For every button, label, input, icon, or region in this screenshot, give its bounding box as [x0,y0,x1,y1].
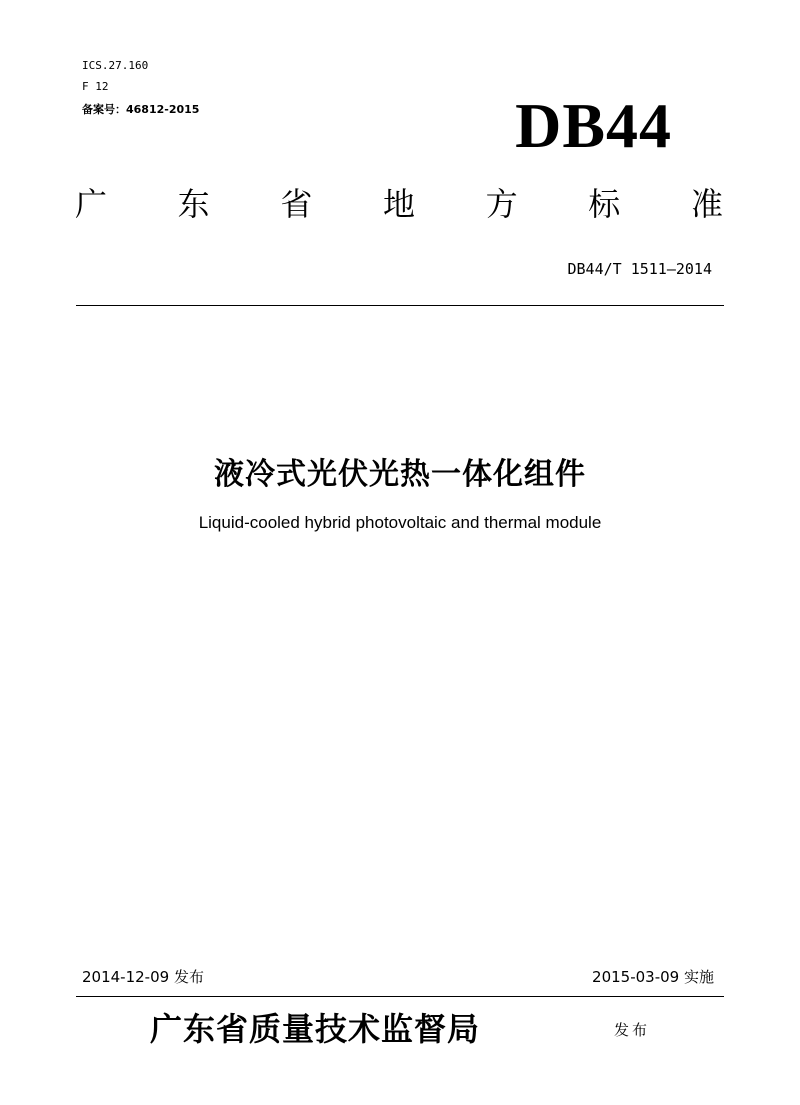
standard-number: DB44/T 1511—2014 [567,260,712,278]
standard-kind-char: 东 [177,185,210,223]
issuer-action: 发布 [614,1021,651,1039]
document-title-english: Liquid-cooled hybrid photovoltaic and thermal module [198,513,602,532]
standard-kind-char: 标 [588,185,621,223]
top-divider [76,305,724,306]
implementation-date: 2015-03-09 实施 [592,968,714,986]
standard-kind-heading [75,184,723,224]
issuing-authority: 广东省质量技术监督局 [150,1010,481,1048]
bottom-divider [76,996,724,997]
standard-kind-char: 广 [75,185,108,223]
standard-kind-char: 省 [280,185,313,223]
ccs-code: F 12 [82,80,109,93]
standard-kind-char: 方 [485,185,518,223]
standard-kind-char: 准 [690,185,723,223]
filing-number: 备案号：46812-2015 [82,103,200,116]
db44-logo: DB44 [515,90,672,161]
standard-kind-char: 地 [382,185,415,223]
issue-date: 2014-12-09 发布 [82,968,204,986]
ics-code: ICS.27.160 [82,59,149,72]
document-title-chinese: 液冷式光伏光热一体化组件 [214,457,586,492]
